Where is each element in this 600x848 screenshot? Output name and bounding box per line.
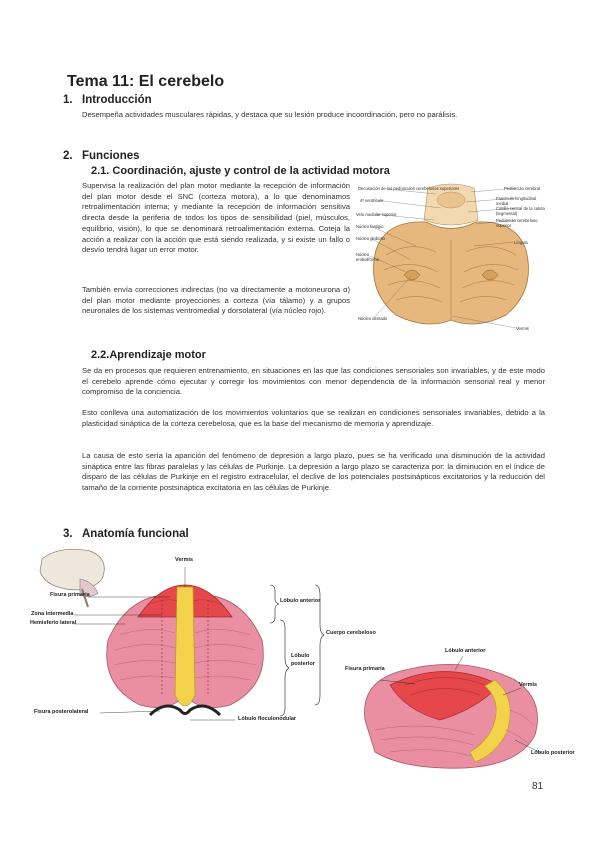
label-4-ventriculo: 4º ventrículo xyxy=(360,198,384,203)
label-decusacion: Decusación de los pedúnculos cerebelosos superiores xyxy=(358,186,460,191)
label-zona-intermedia: Zona intermedia xyxy=(31,611,74,617)
label-3d-lobulo-posterior: Lóbulo posterior xyxy=(531,750,575,756)
label-nucleo-fastigio: Núcleo fastigio xyxy=(356,224,384,229)
label-velo-medular: Velo medular superior xyxy=(356,212,397,217)
label-3d-vermis: Vermis xyxy=(519,682,538,688)
label-lobulo-posterior-2: posterior xyxy=(291,661,315,667)
section-title: Introducción xyxy=(82,94,152,106)
label-nucleo-emboliforme: Núcleo emboliforme xyxy=(356,252,380,262)
cerebellum-section-figure xyxy=(356,180,546,340)
cerebellum-3d-figure xyxy=(345,640,590,775)
label-vermis: Vermis xyxy=(175,557,194,563)
label-lingula: Língula xyxy=(514,240,528,245)
label-fisura-posterolateral: Fisura posterolateral xyxy=(34,709,89,715)
label-hemisferio-lateral: Hemisferio lateral xyxy=(30,620,77,626)
coordination-paragraph-2: También envía correcciones indirectas (no va directamente a motoneurona α) del plan motor mediante proyecciones a corteza (vía tálamo) y a grupos neuronales de los sistemas ventromedial y dorsolateral (vía núcleo rojo). xyxy=(82,285,350,316)
section-2-heading xyxy=(63,150,140,162)
label-cintilla-central: Cintilla central de la calota (tegmental) xyxy=(496,206,545,216)
section-number: 3. xyxy=(63,528,73,540)
label-3d-lobulo-anterior: Lóbulo anterior xyxy=(445,648,486,654)
section-number: 1. xyxy=(63,94,73,106)
label-vermis: Vermis xyxy=(516,326,529,331)
label-lobulo-posterior-1: Lóbulo xyxy=(291,653,310,659)
subsection-2-1-heading: 2.1. Coordinación, ajuste y control de la actividad motora xyxy=(91,165,390,177)
label-lobulo-anterior: Lóbulo anterior xyxy=(280,598,321,604)
learning-paragraph-3: La causa de esto sería la aparición del fenómeno de depresión a largo plazo, pues se ha verificado una disminución de la actividad sináptica entre las fibras paralelas y las células de Purkinje. La depresión a largo plazo se caracteriza por: la diminución en el índice de disparo de las células de Purkinje en el registro extracelular, el declive de los potenciales postsinápticos excitatorios y la reducción del tamaño de la corriente postsináptica excitatoria en las células de Purkinje. xyxy=(82,451,545,493)
section-title: Anatomía funcional xyxy=(82,528,189,540)
section-number: 2. xyxy=(63,150,73,162)
label-nucleo-globoso: Núcleo globoso xyxy=(356,236,385,241)
label-pedunculo-superior: Pedúnculo cerebeloso superior xyxy=(496,218,538,228)
brain-inset-icon xyxy=(40,549,104,607)
subsection-2-2-heading: 2.2.Aprendizaje motor xyxy=(91,349,206,361)
page-number: 81 xyxy=(532,781,544,792)
label-pedunculo-cerebral: Pedúnculo cerebral xyxy=(504,186,541,191)
label-fasciculo-longitudinal: Fascículo longitudinal medial xyxy=(496,196,537,206)
label-3d-fisura-primaria: Fisura primaria xyxy=(345,666,385,672)
intro-paragraph: Desempeña actividades musculares rápidas, y destaca que su lesión produce incoordinación, pero no parálisis. xyxy=(82,110,458,119)
section-1-heading xyxy=(63,94,152,106)
coordination-paragraph-1: Supervisa la realización del plan motor mediante la recepción de información del plan motor desde el SNC (corteza motora), a lo que denominamos retroalimentación interna; y mediante la recepción de información sensitiva directa desde la periferia de todos los tipos de sensibilidad (piel, músculos, equilibrio, visión), lo que se denominará retroalimentación externa. Coteja la acción a realizar con la acción que está siendo realizada, y si existe un fallo o desvío tendrá lugar un error motor. xyxy=(82,181,350,255)
label-lobulo-floculonodular: Lóbulo floculonodular xyxy=(238,716,297,722)
page-title: Tema 11: El cerebelo xyxy=(67,73,225,90)
section-title: Funciones xyxy=(82,150,140,162)
section-3-heading xyxy=(63,528,189,540)
learning-paragraph-1: Se da en procesos que requieren entrenamiento, en situaciones en las que las condiciones sensoriales son invariables, y de este modo el cerebelo aprende cómo ejecutar y corregir los movimientos con menor dependencia de la información sensorial real y menor compromiso de la conciencia. xyxy=(82,366,545,397)
label-nucleo-dentado: Núcleo dentado xyxy=(358,316,388,321)
learning-paragraph-2: Esto conlleva una automatización de los movimientos voluntarios que se realizan en condiciones sensoriales invariables, debido a la plasticidad sináptica de la corteza cerebelosa, que es la base del mecanismo de memoria y aprendizaje. xyxy=(82,408,545,428)
label-cuerpo-cerebeloso: Cuerpo cerebeloso xyxy=(326,630,376,636)
label-fisura-primaria: Fisura primaria xyxy=(50,592,90,598)
